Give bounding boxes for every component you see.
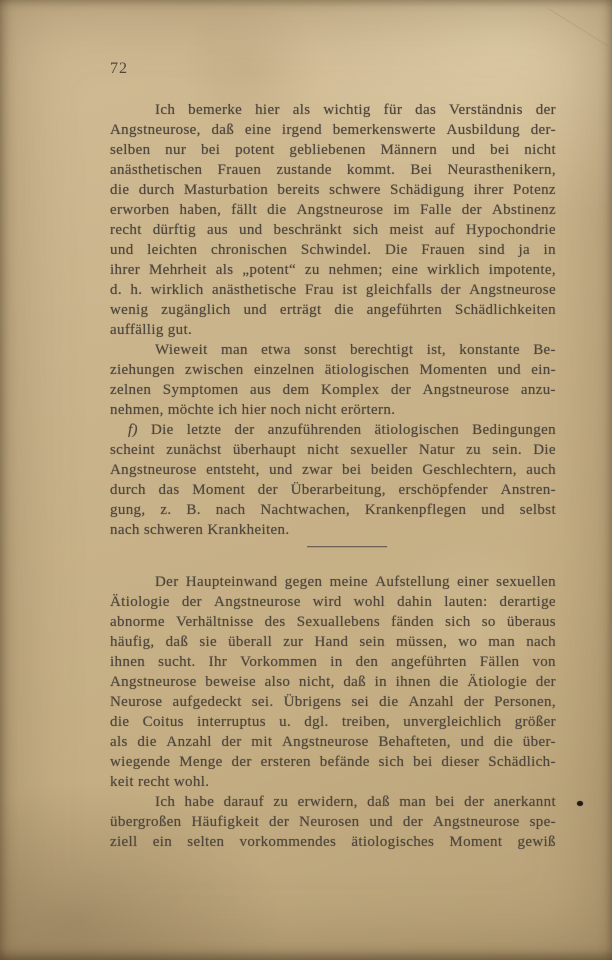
page-number: 72 [110,60,128,77]
divider-rule [307,546,387,547]
section-divider [110,540,556,572]
text-line: Ich habe darauf zu erwidern, daß man bei der anerkannt [155,794,556,810]
text-line: nach schweren Krankheiten. [110,522,290,538]
paragraph [110,572,556,792]
text-line: Angstneurose, daß eine irgend bemerkenswerte Ausbildung der- [110,122,556,138]
text-line: ihnen sucht. Ihr Vorkommen in den angeführten Fällen von [110,654,556,670]
text-line: scheint zunächst überhaupt nicht sexueller Natur zu sein. Die [110,442,556,458]
text-line: die Coitus interruptus u. dgl. treiben, unvergleichlich größer [110,714,556,730]
text-column [110,100,556,852]
text-line: wenig zugänglich und erträgt die angeführten Schädlichkeiten [110,302,556,318]
text-line: als die Anzahl der mit Angstneurose Behafteten, und die über- [110,734,556,750]
text-line: übergroßen Häufigkeit der Neurosen und der Angstneurose spe- [110,814,556,830]
text-line: d. h. wirklich anästhetische Frau ist gleichfalls der Angstneurose [110,282,556,298]
text-line: Ich bemerke hier als wichtig für das Verständnis der [155,102,556,118]
text-line: Ätiologie der Angstneurose wird wohl dahin lauten: derartige [110,594,556,610]
text-line: recht dürftig aus und beschränkt sich meist auf Hypochondrie [110,222,556,238]
paragraph [110,340,556,420]
text-line: ihrer Mehrheit als „potent“ zu nehmen; eine wirklich impotente, [110,262,556,278]
text-line: ziell ein selten vorkommendes ätiologisches Moment gewiß [110,834,556,850]
text-line: anästhetischen Frauen zustande kommt. Bei Neurasthenikern, [110,162,556,178]
text-line: durch das Moment der Überarbeitung, erschöpfender Anstren- [110,482,556,498]
text-line: gung, z. B. nach Nachtwachen, Krankenpflegen und selbst [110,502,556,518]
text-line: häufig, daß sie überall zur Hand sein müssen, wo man nach [110,634,556,650]
text-line: keit recht wohl. [110,774,210,790]
paragraph [110,792,556,852]
text-line: ziehungen zwischen einzelnen ätiologischen Momenten und ein- [110,362,556,378]
text-line: nehmen, möchte ich hier noch nicht erörtern. [110,402,396,418]
text-line: Angstneurose entsteht, und zwar bei beiden Geschlechtern, auch [110,462,556,478]
corner-crease [548,0,612,46]
text-line: selben nur bei potent gebliebenen Männern und bei nicht [110,142,556,158]
text-line: f) Die letzte der anzuführenden ätiologischen Bedingungen [128,422,556,438]
paragraph [110,420,556,540]
ink-speck [577,801,583,806]
text-line: und leichten chronischen Schwindel. Die Frauen sind ja in [110,242,556,258]
text-line: zelnen Symptomen aus dem Komplex der Angstneurose anzu- [110,382,556,398]
text-line: wiegende Menge der ersteren befände sich bei dieser Schädlich- [110,754,556,770]
text-line: Angstneurose beweise also nicht, daß in ihnen die Ätiologie der [110,674,556,690]
text-line: die durch Masturbation bereits schwere Schädigung ihrer Potenz [110,182,556,198]
text-line: Wieweit man etwa sonst berechtigt ist, konstante Be- [155,342,556,358]
text-line: erworben haben, fällt die Angstneurose im Falle der Abstinenz [110,202,556,218]
text-line: Neurose aufgedeckt sei. Übrigens sei die Anzahl der Personen, [110,694,556,710]
text-line: auffällig gut. [110,322,193,338]
text-line: abnorme Verhältnisse des Sexuallebens fänden sich so überaus [110,614,556,630]
paragraph [110,100,556,340]
text-line: Der Haupteinwand gegen meine Aufstellung einer sexuellen [155,574,556,590]
